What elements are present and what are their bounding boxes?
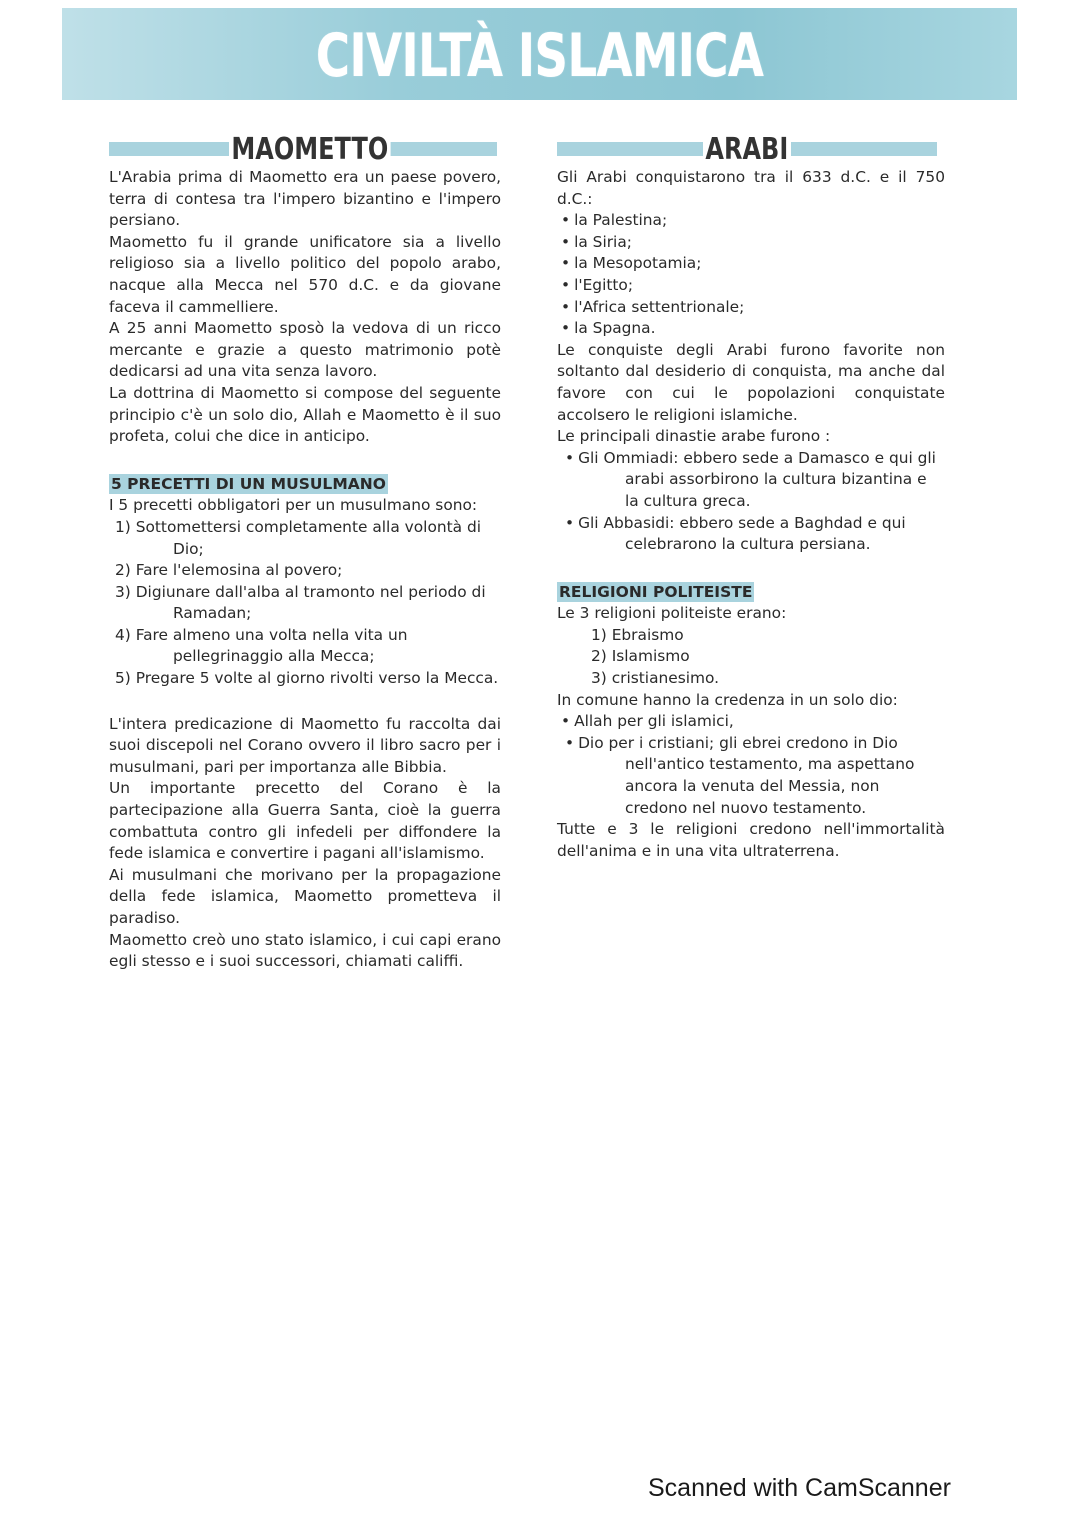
list-item: 2) Fare l'elemosina al povero;: [115, 561, 343, 580]
religioni-list: [557, 625, 945, 690]
list-item: 2) Islamismo: [591, 647, 690, 666]
paragraph: Gli Arabi conquistarono tra il 633 d.C. e il 750 d.C.:: [557, 168, 945, 208]
paragraph: La dottrina di Maometto si compose del seguente principio c'è un solo dio, Allah e Maometto è il suo profeta, colui che dice in anticipo.: [109, 383, 501, 446]
list-item: • Dio per i cristiani; gli ebrei credono in Dio nell'antico testamento, ma aspettano ancora la venuta del Messia, non credono nel nuovo testamento.: [561, 733, 945, 819]
paragraph: Ai musulmani che morivano per la propagazione della fede islamica, Maometto prometteva il paradiso.: [109, 865, 501, 927]
right-column: [557, 133, 945, 862]
dynasties-list: [557, 448, 945, 556]
list-item: 1) Ebraismo: [591, 625, 684, 644]
list-item: • Gli Abbasidi: ebbero sede a Baghdad e qui celebrarono la cultura persiana.: [561, 513, 945, 556]
paragraph: Le principali dinastie arabe furono :: [557, 427, 831, 446]
paragraph: Le 3 religioni politeiste erano:: [557, 604, 787, 623]
conquests-list: [557, 210, 945, 340]
paragraph: L'Arabia prima di Maometto era un paese povero, terra di contesa tra l'impero bizantino e l'impero persiano.: [109, 168, 501, 230]
heading-label: ARABI: [703, 133, 791, 167]
paragraph: Un importante precetto del Corano è la partecipazione alla Guerra Santa, cioè la guerra combattuta contro gli infedeli per diffondere la fede islamica e convertire i pagani all'islamismo.: [109, 779, 501, 863]
left-column: [109, 133, 501, 973]
list-item: • la Siria;: [561, 232, 945, 254]
paragraph: A 25 anni Maometto sposò la vedova di un ricco mercante e grazie a questo matrimonio potè dedicarsi ad una vita senza lavoro.: [109, 319, 501, 381]
section-heading-maometto: [109, 133, 501, 167]
page-title: CIVILTÀ ISLAMICA: [315, 21, 764, 91]
list-item: 3) cristianesimo.: [591, 669, 720, 688]
paragraph: L'intera predicazione di Maometto fu raccolta dai suoi discepoli nel Corano ovvero il libro sacro per i musulmani, pari per importanza alle Bibbia.: [109, 714, 501, 776]
scanner-watermark: Scanned with CamScanner: [648, 1474, 951, 1502]
list-item: • la Mesopotamia;: [561, 253, 945, 275]
heading-label: MAOMETTO: [229, 133, 391, 167]
list-item: 4) Fare almeno una volta nella vita un pellegrinaggio alla Mecca;: [115, 625, 408, 666]
list-item: 3) Digiunare dall'alba al tramonto nel periodo di Ramadan;: [115, 582, 486, 623]
section-heading-arabi: [557, 133, 945, 167]
paragraph: Maometto fu il grande unificatore sia a livello religioso sia a livello politico del popolo arabo, nacque alla Mecca nel 570 d.C. e da giovane faceva il cammelliere.: [109, 232, 501, 316]
title-banner: [62, 8, 1017, 100]
subheading-religioni: RELIGIONI POLITEISTE: [559, 582, 753, 601]
list-item: • l'Africa settentrionale;: [561, 297, 945, 319]
paragraph: I 5 precetti obbligatori per un musulmano sono:: [109, 496, 478, 515]
list-item: • la Palestina;: [561, 210, 945, 232]
paragraph: In comune hanno la credenza in un solo dio:: [557, 690, 898, 709]
list-item: 1) Sottomettersi completamente alla volontà di Dio;: [115, 517, 482, 558]
paragraph: Maometto creò uno stato islamico, i cui capi erano egli stesso e i suoi successori, chiamati califfi.: [109, 930, 501, 971]
list-item: 5) Pregare 5 volte al giorno rivolti verso la Mecca.: [115, 669, 499, 688]
comune-list: [557, 711, 945, 819]
precetti-list: [109, 517, 501, 690]
list-item: • Allah per gli islamici,: [561, 711, 945, 733]
list-item: • l'Egitto;: [561, 275, 945, 297]
list-item: • la Spagna.: [561, 318, 945, 340]
paragraph: Le conquiste degli Arabi furono favorite non soltanto dal desiderio di conquista, ma anche dal favore con cui le popolazioni conquistate accolsero le religioni islamiche.: [557, 340, 945, 424]
subheading-precetti: 5 PRECETTI DI UN MUSULMANO: [111, 474, 386, 493]
paragraph: Tutte e 3 le religioni credono nell'immortalità dell'anima e in una vita ultraterrena.: [557, 820, 945, 860]
list-item: • Gli Ommiadi: ebbero sede a Damasco e qui gli arabi assorbirono la cultura bizantina e la cultura greca.: [561, 448, 945, 513]
